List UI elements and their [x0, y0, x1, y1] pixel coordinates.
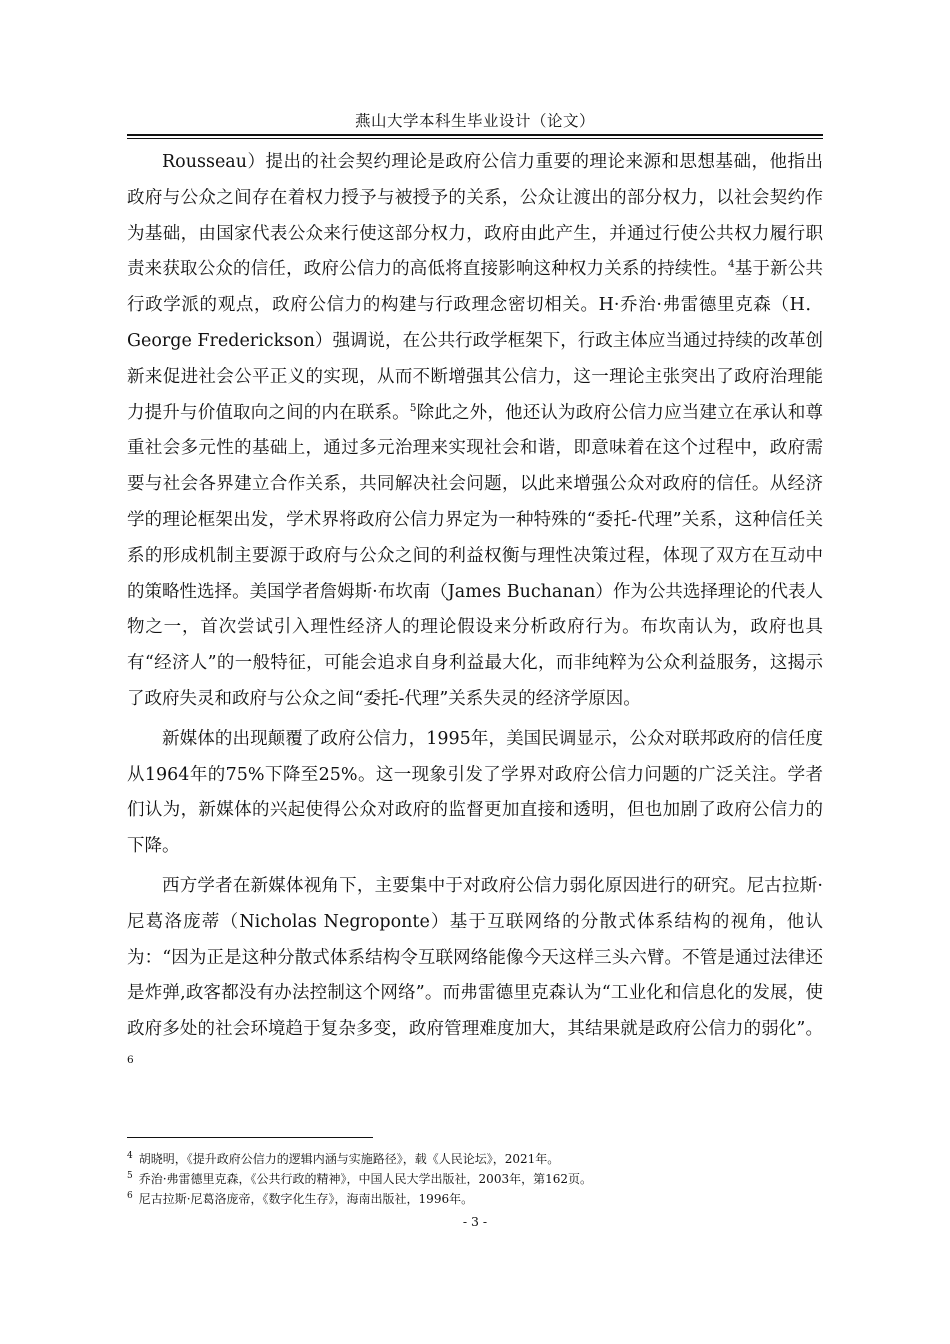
- footnote-ref-4[interactable]: 4: [727, 258, 735, 271]
- footnote-number: 4: [127, 1151, 133, 1161]
- header-rule-thin: [127, 138, 823, 139]
- header-rule-thick: [127, 134, 823, 136]
- footnote-text: 尼古拉斯·尼葛洛庞帝，《数字化生存》，海南出版社，1996年。: [138, 1192, 474, 1206]
- paragraph-2: 新媒体的出现颠覆了政府公信力，1995年，美国民调显示，公众对联邦政府的信任度从1964年的75%下降至25%。这一现象引发了学界对政府公信力问题的广泛关注。学者们认为，新媒体的兴起使得公众对政府的监督更加直接和透明，但也加剧了政府公信力的下降。: [127, 728, 823, 857]
- paragraph-3-text: 西方学者在新媒体视角下，主要集中于对政府公信力弱化原因进行的研究。尼古拉斯·尼葛洛庞蒂（Nicholas Negroponte）基于互联网络的分散式体系结构的视角，他认为：“因为正是这种分散式体系结构令互联网络能像今天这样三头六臂。不管是通过法律还是炸弹,政客都没有办法控制这个网络”。而弗雷德里克森认为“工业化和信息化的发展，使政府多处的社会环境趋于复杂多变，政府管理难度加大，其结果就是政府公信力的弱化”。: [127, 875, 823, 1040]
- footnote-separator: [127, 1137, 373, 1138]
- paragraph-1-part-b: 基于新公共行政学派的观点，政府公信力的构建与行政理念密切相关。H·乔治·弗雷德里克森（H．George Frederickson）强调说，在公共行政学框架下，行政主体应当通过持续的改革创新来促进社会公平正义的实现，从而不断增强其公信力，这一理论主张突出了政府治理能力提升与价值取向之间的内在联系。: [127, 259, 823, 423]
- footnote-text: 胡晓明，《提升政府公信力的逻辑内涵与实施路径》，载《人民论坛》，2021年。: [138, 1152, 560, 1166]
- page-header: 燕山大学本科生毕业设计（论文）: [354, 112, 595, 130]
- paragraph-1: [127, 145, 823, 718]
- footnote-5: [127, 1169, 823, 1189]
- paragraph-1-part-a: Rousseau）提出的社会契约理论是政府公信力重要的理论来源和思想基础，他指出政府与公众之间存在着权力授予与被授予的关系，公众让渡出的部分权力，以社会契约作为基础，由国家代表公众来行使这部分权力，政府由此产生，并通过行使公共权力履行职责来获取公众的信任，政府公信力的高低将直接影响这种权力关系的持续性。: [127, 152, 823, 280]
- footnotes: [127, 1149, 823, 1209]
- body-text: [127, 145, 823, 1084]
- footnote-number: 5: [127, 1171, 133, 1181]
- footnote-ref-6[interactable]: 6: [127, 1054, 134, 1067]
- page-number: - 3 -: [462, 1214, 488, 1229]
- footnote-text: 乔治·弗雷德里克森，《公共行政的精神》，中国人民大学出版社，2003年，第162页。: [138, 1172, 592, 1186]
- paragraph-3: [127, 869, 823, 1084]
- footnote-6: [127, 1189, 823, 1209]
- paragraph-1-part-c: 除此之外，他还认为政府公信力应当建立在承认和尊重社会多元性的基础上，通过多元治理来实现社会和谐，即意味着在这个过程中，政府需要与社会各界建立合作关系，共同解决社会问题，以此来增强公众对政府的信任。从经济学的理论框架出发，学术界将政府公信力界定为一种特殊的“委托-代理”关系，这种信任关系的形成机制主要源于政府与公众之间的利益权衡与理性决策过程，体现了双方在互动中的策略性选择。美国学者詹姆斯·布坎南（James Buchanan）作为公共选择理论的代表人物之一，首次尝试引入理性经济人的理论假设来分析政府行为。布坎南认为，政府也具有“经济人”的一般特征，可能会追求自身利益最大化，而非纯粹为公众利益服务，这揭示了政府失灵和政府与公众之间“委托-代理”关系失灵的经济学原因。: [127, 402, 824, 709]
- footnote-ref-5[interactable]: 5: [409, 401, 417, 414]
- footnote-4: [127, 1149, 823, 1169]
- footnote-number: 6: [127, 1191, 133, 1201]
